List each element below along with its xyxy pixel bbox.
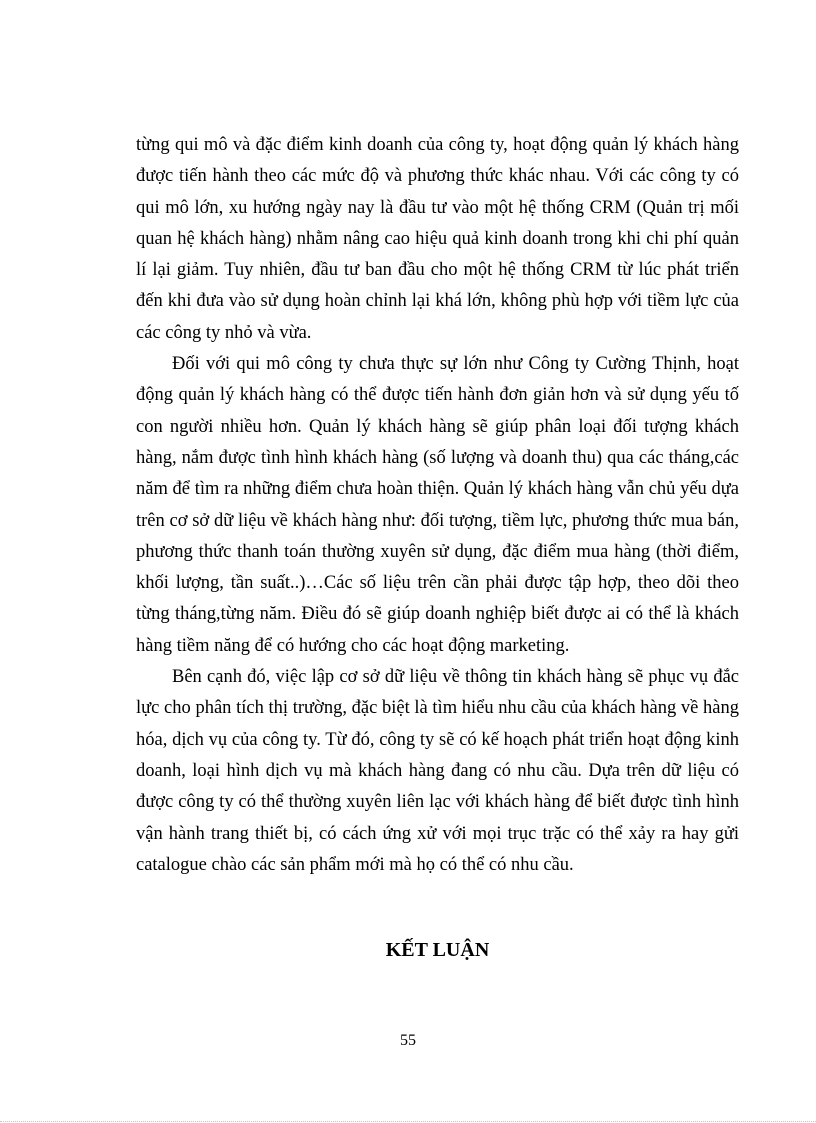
page-number: 55 [400,1032,416,1049]
section-heading: KẾT LUẬN [385,939,490,961]
footer-divider [0,1121,816,1122]
body-text [136,130,739,881]
paragraph-continuation: từng qui mô và đặc điểm kinh doanh của công ty, hoạt động quản lý khách hàng được tiến hành theo các mức độ và phương thức khác nhau. Với các công ty có qui mô lớn, xu hướng ngày nay là đầu tư vào một hệ thống CRM (Quản trị mối quan hệ khách hàng) nhằm nâng cao hiệu quả kinh doanh trong khi chi phí quản lí lại giảm. Tuy nhiên, đầu tư ban đầu cho một hệ thống CRM từ lúc phát triển đến khi đưa vào sử dụng hoàn chỉnh lại khá lớn, không phù hợp với tiềm lực của các công ty nhỏ và vừa. [136,135,739,343]
paragraph-company-scale: Đối với qui mô công ty chưa thực sự lớn như Công ty Cường Thịnh, hoạt động quản lý khách hàng có thể được tiến hành đơn giản hơn và sử dụng yếu tố con người nhiều hơn. Quản lý khách hàng sẽ giúp phân loại đối tượng khách hàng, nắm được tình hình khách hàng (số lượng và doanh thu) qua các tháng,các năm để tìm ra những điểm chưa hoàn thiện. Quản lý khách hàng vẫn chủ yếu dựa trên cơ sở dữ liệu về khách hàng như: đối tượng, tiềm lực, phương thức mua bán, phương thức thanh toán thường xuyên sử dụng, đặc điểm mua hàng (thời điểm, khối lượng, tần suất..)…Các số liệu trên cần phải được tập hợp, theo dõi theo từng tháng,từng năm. Điều đó sẽ giúp doanh nghiệp biết được ai có thể là khách hàng tiềm năng để có hướng cho các hoạt động marketing. [136,354,739,656]
paragraph-customer-database: Bên cạnh đó, việc lập cơ sở dữ liệu về thông tin khách hàng sẽ phục vụ đắc lực cho phân tích thị trường, đặc biệt là tìm hiểu nhu cầu của khách hàng về hàng hóa, dịch vụ của công ty. Từ đó, công ty sẽ có kế hoạch phát triển hoạt động kinh doanh, loại hình dịch vụ mà khách hàng đang có nhu cầu. Dựa trên dữ liệu có được công ty có thể thường xuyên liên lạc với khách hàng để biết được tình hình vận hành trang thiết bị, có cách ứng xử với mọi trục trặc có thể xảy ra hay gửi catalogue chào các sản phẩm mới mà họ có thể có nhu cầu. [136,667,739,875]
